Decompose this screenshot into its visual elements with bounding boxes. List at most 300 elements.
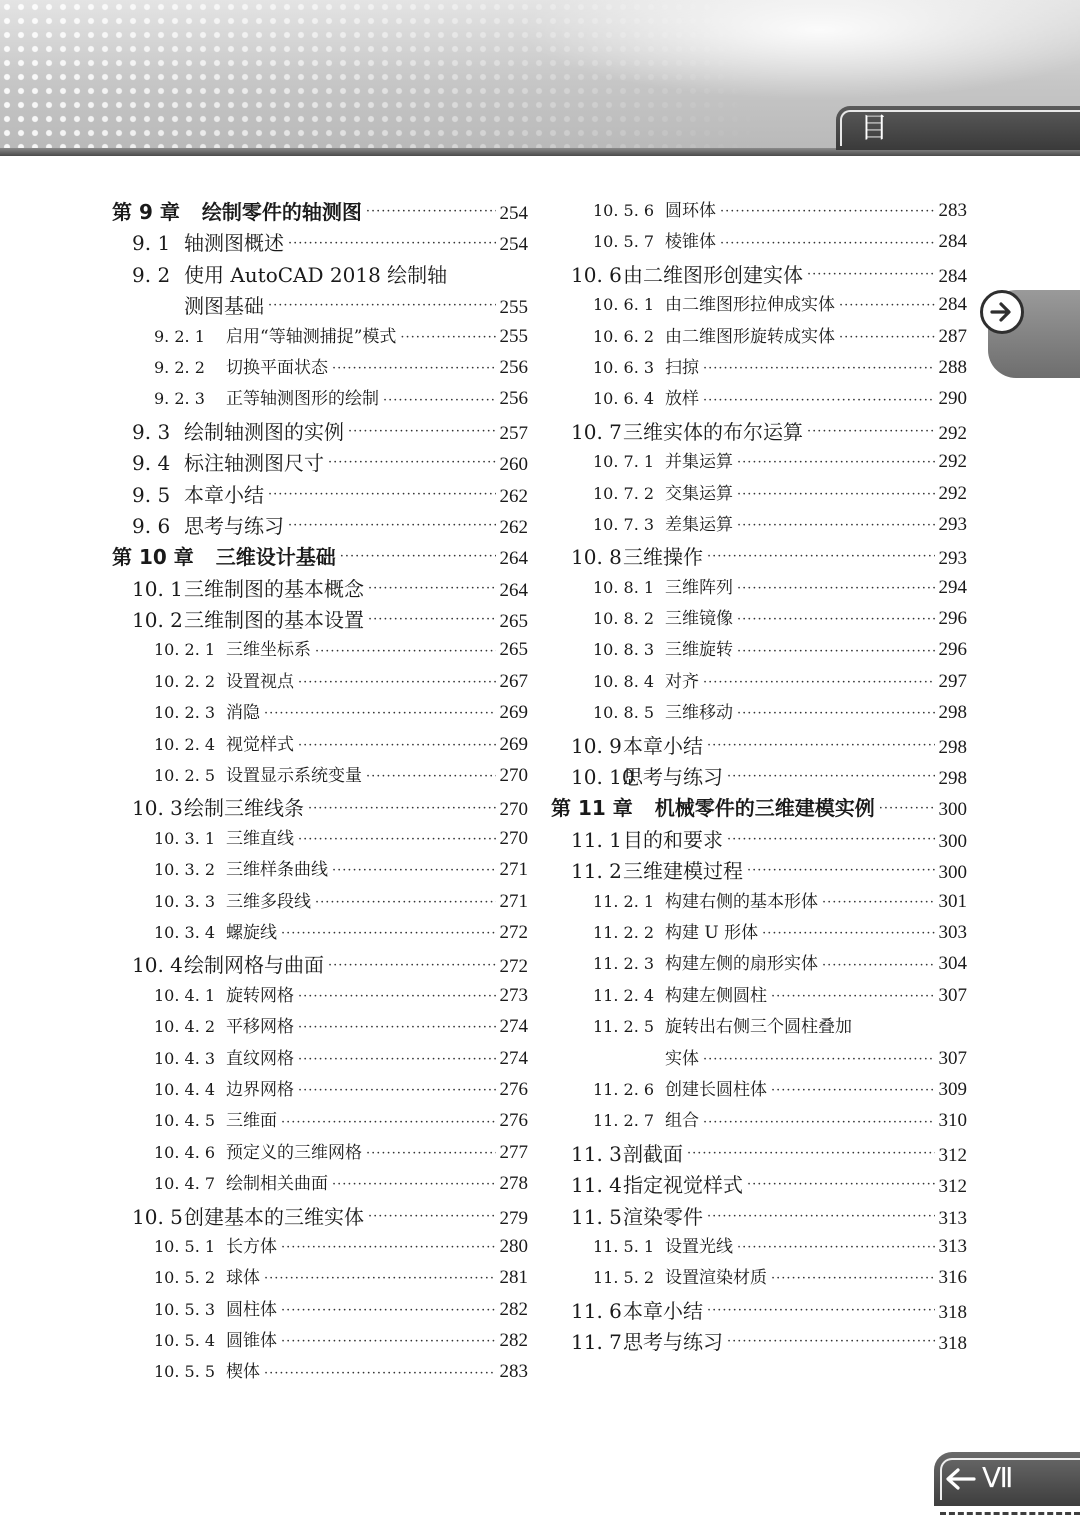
toc-entry-number: 10. 2. 2 — [154, 671, 216, 691]
toc-entry — [112, 1295, 528, 1326]
dot-leader — [264, 706, 496, 721]
dot-leader — [281, 1303, 496, 1318]
toc-entry-page: 297 — [938, 670, 967, 692]
toc-entry-title: 构建左侧圆柱 — [665, 985, 767, 1006]
toc-entry-page: 284 — [938, 294, 967, 316]
toc-entry-page: 318 — [938, 1333, 967, 1355]
toc-entry-number: 9. 2. 3 — [154, 389, 205, 409]
toc-entry-page: 256 — [499, 388, 528, 410]
toc-entry-number: 9. 5 — [132, 482, 171, 507]
toc-entry — [551, 196, 967, 227]
toc-entry-number: 10. 5. 3 — [154, 1299, 216, 1319]
toc-entry-number: 10. 9 — [571, 733, 622, 758]
toc-entry-page: 262 — [499, 485, 528, 507]
toc-entry — [112, 761, 528, 792]
toc-entry-title: 三维建模过程 — [623, 859, 743, 884]
toc-entry-title: 三维移动 — [665, 703, 733, 724]
dot-leader — [332, 1177, 496, 1192]
toc-entry-page: 312 — [938, 1144, 967, 1166]
toc-entry — [551, 1012, 967, 1075]
toc-entry-title: 长方体 — [226, 1236, 277, 1257]
dot-leader — [281, 1334, 496, 1349]
toc-entry-page: 293 — [938, 513, 967, 535]
toc-entry-number: 9. 2. 2 — [154, 357, 205, 377]
toc-entry-page: 296 — [938, 608, 967, 630]
toc-entry-page: 290 — [938, 388, 967, 410]
toc-entry-page: 254 — [499, 234, 528, 256]
toc-entry-page: 257 — [499, 422, 528, 444]
dot-leader — [727, 832, 935, 847]
toc-entry-number: 11. 1 — [571, 827, 622, 852]
toc-entry-page: 271 — [499, 859, 528, 881]
dot-leader — [366, 769, 496, 784]
toc-entry-number: 11. 2. 3 — [593, 954, 655, 974]
toc-entry-title: 思考与练习 — [623, 1330, 723, 1355]
toc-entry — [551, 322, 967, 353]
toc-entry-title: 设置光线 — [665, 1236, 733, 1257]
toc-entry-title: 设置显示系统变量 — [226, 766, 362, 787]
toc-entry — [112, 479, 528, 510]
toc-entry — [551, 1169, 967, 1200]
toc-entry — [112, 259, 528, 322]
toc-entry-number: 第 9 章 — [112, 200, 180, 224]
toc-entry-number: 10. 5. 6 — [593, 201, 655, 220]
toc-entry-title: 剖截面 — [623, 1141, 683, 1166]
toc-entry — [112, 353, 528, 384]
toc-entry-number: 10. 7. 3 — [593, 514, 655, 534]
toc-entry-number: 10. 4. 7 — [154, 1174, 216, 1194]
toc-entry-title: 渲染零件 — [623, 1204, 703, 1229]
toc-entry-number: 10. 2. 5 — [154, 766, 216, 786]
toc-entry — [551, 1263, 967, 1294]
toc-entry — [112, 1169, 528, 1200]
toc-entry-title: 对齐 — [665, 671, 699, 692]
toc-entry-page: 313 — [938, 1207, 967, 1229]
toc-entry-page: 282 — [499, 1330, 528, 1352]
toc-entry-page: 293 — [938, 548, 967, 570]
toc-entry-title: 思考与练习 — [184, 513, 284, 538]
toc-entry-page: 298 — [938, 736, 967, 758]
dot-leader — [703, 361, 935, 376]
toc-entry-page: 292 — [938, 482, 967, 504]
dot-leader — [707, 1209, 935, 1224]
toc-entry-title: 消隐 — [226, 703, 260, 724]
toc-entry-number: 11. 3 — [571, 1141, 622, 1166]
toc-entry — [112, 667, 528, 698]
toc-entry-title: 边界网格 — [226, 1079, 294, 1100]
page-title: 目 录 — [860, 111, 1025, 188]
dot-leader — [879, 801, 935, 816]
toc-entry — [112, 416, 528, 447]
toc-entry — [551, 1075, 967, 1106]
toc-entry-page: 255 — [499, 297, 528, 319]
dot-leader — [383, 393, 496, 408]
toc-entry-title: 三维设计基础 — [215, 545, 336, 570]
dot-leader — [298, 1052, 496, 1067]
toc-entry — [551, 290, 967, 321]
toc-entry-page: 265 — [499, 611, 528, 633]
toc-entry-number: 10. 3. 3 — [154, 891, 216, 911]
toc-entry-title: 旋转网格 — [226, 985, 294, 1006]
toc-entry — [551, 981, 967, 1012]
toc-entry-number: 11. 2. 4 — [593, 985, 655, 1005]
dot-leader — [332, 863, 496, 878]
toc-entry-title: 本章小结 — [184, 482, 264, 507]
toc-entry-title: 三维实体的布尔运算 — [623, 419, 803, 444]
toc-entry-number: 10. 8. 1 — [593, 577, 655, 597]
toc-entry-title: 三维坐标系 — [226, 640, 311, 661]
toc-entry — [551, 824, 967, 855]
toc-entry-number: 第 11 章 — [551, 796, 633, 821]
dot-leader — [366, 1146, 496, 1161]
toc-entry-title: 旋转出右侧三个圆柱叠加 — [665, 1017, 852, 1038]
toc-entry-number: 10. 10 — [571, 765, 635, 790]
toc-entry-number: 10. 3 — [132, 796, 183, 821]
toc-entry — [112, 384, 528, 415]
dot-leader — [288, 518, 496, 533]
toc-entry-number: 10. 7 — [571, 419, 622, 444]
dot-leader — [737, 706, 935, 721]
toc-entry-title: 三维直线 — [226, 828, 294, 849]
toc-entry — [551, 541, 967, 572]
toc-entry-title: 切换平面状态 — [226, 357, 328, 378]
toc-entry — [112, 1138, 528, 1169]
toc-entry-title: 三维旋转 — [665, 640, 733, 661]
toc-entry-number: 10. 5. 1 — [154, 1236, 216, 1256]
toc-entry-number: 10. 3. 2 — [154, 860, 216, 880]
toc-entry-title: 绘制网格与曲面 — [184, 953, 324, 978]
toc-entry-title: 放样 — [665, 389, 699, 410]
toc-entry — [551, 949, 967, 980]
toc-entry — [551, 447, 967, 478]
toc-entry-page: 310 — [938, 1110, 967, 1132]
toc-right-column — [551, 196, 967, 1357]
toc-entry — [112, 1012, 528, 1043]
toc-entry-title: 圆锥体 — [226, 1331, 277, 1352]
toc-entry — [112, 1044, 528, 1075]
toc-entry-title: 棱锥体 — [665, 232, 716, 253]
toc-entry-title: 圆环体 — [665, 201, 716, 221]
toc-entry-title: 本章小结 — [623, 733, 703, 758]
toc-entry-title: 正等轴测图形的绘制 — [226, 389, 379, 410]
toc-entry — [551, 384, 967, 415]
toc-entry-page: 296 — [938, 639, 967, 661]
toc-entry-page: 272 — [499, 956, 528, 978]
toc-entry-title: 构建右侧的基本形体 — [665, 891, 818, 912]
toc-entry-page: 284 — [938, 265, 967, 287]
footer-dashed-rule — [940, 1512, 1080, 1515]
dot-leader — [298, 832, 496, 847]
toc-entry-page: 278 — [499, 1173, 528, 1195]
dot-leader — [707, 1303, 935, 1318]
toc-entry-number: 11. 5. 2 — [593, 1268, 655, 1288]
toc-entry-page: 316 — [938, 1267, 967, 1289]
toc-entry — [551, 604, 967, 635]
toc-entry-title: 本章小结 — [623, 1298, 703, 1323]
toc-entry — [112, 855, 528, 886]
dot-leader — [737, 487, 935, 502]
toc-entry-page: 318 — [938, 1301, 967, 1323]
dot-leader — [703, 675, 935, 690]
toc-entry — [112, 698, 528, 729]
toc-entry-title: 绘制轴测图的实例 — [184, 419, 344, 444]
toc-entry-title: 三维样条曲线 — [226, 860, 328, 881]
toc-entry-title: 视觉样式 — [226, 734, 294, 755]
toc-entry-number: 10. 3. 1 — [154, 828, 216, 848]
dot-leader — [822, 958, 935, 973]
toc-entry-page: 303 — [938, 921, 967, 943]
toc-entry-number: 9. 2 — [132, 262, 171, 287]
dot-leader — [737, 644, 935, 659]
dot-leader — [747, 1177, 935, 1192]
toc-entry-number: 10. 6 — [571, 262, 622, 287]
toc-entry-title: 设置渲染材质 — [665, 1268, 767, 1289]
toc-entry-page: 313 — [938, 1235, 967, 1257]
dot-leader — [368, 581, 496, 596]
toc-entry-title: 球体 — [226, 1268, 260, 1289]
dot-leader — [281, 1240, 496, 1255]
toc-entry-page: 276 — [499, 1110, 528, 1132]
toc-entry-title: 由二维图形旋转成实体 — [665, 326, 835, 347]
toc-entry-page: 292 — [938, 422, 967, 444]
toc-entry-title: 由二维图形拉伸成实体 — [665, 295, 835, 316]
toc-entry-number: 11. 5. 1 — [593, 1236, 655, 1256]
toc-entry — [112, 227, 528, 258]
toc-entry-number: 10. 4. 1 — [154, 985, 216, 1005]
toc-chapter — [112, 541, 528, 572]
dot-leader — [807, 424, 935, 439]
toc-entry-page: 300 — [938, 862, 967, 884]
toc-entry-page: 294 — [938, 576, 967, 598]
toc-entry-title: 组合 — [665, 1111, 699, 1132]
dot-leader — [771, 1271, 935, 1286]
toc-entry — [112, 1106, 528, 1137]
header-highlight — [520, 0, 1080, 100]
toc-entry — [112, 1263, 528, 1294]
dot-leader — [315, 895, 496, 910]
toc-entry-page: 270 — [499, 799, 528, 821]
toc-entry — [112, 635, 528, 666]
toc-entry-title: 楔体 — [226, 1362, 260, 1383]
dot-leader — [737, 518, 935, 533]
arrow-right-icon — [980, 290, 1024, 334]
toc-entry — [551, 698, 967, 729]
toc-entry — [551, 1138, 967, 1169]
toc-entry-title: 思考与练习 — [623, 765, 723, 790]
dot-leader — [400, 330, 495, 345]
toc-entry-number: 11. 2. 6 — [593, 1079, 655, 1099]
toc-entry — [112, 510, 528, 541]
toc-entry-number: 10. 4. 5 — [154, 1111, 216, 1131]
toc-entry-title: 三维镜像 — [665, 609, 733, 630]
toc-entry-title: 平移网格 — [226, 1017, 294, 1038]
toc-entry-page: 300 — [938, 799, 967, 821]
dot-leader — [268, 298, 496, 313]
dot-leader — [707, 549, 935, 564]
toc-entry-number: 11. 2. 7 — [593, 1111, 655, 1131]
dot-leader — [747, 863, 935, 878]
dot-leader — [268, 487, 496, 502]
toc-entry-number: 9. 2. 1 — [154, 326, 205, 346]
toc-chapter — [551, 792, 967, 823]
toc-entry-title: 三维操作 — [623, 545, 703, 570]
toc-entry-number: 11. 6 — [571, 1298, 622, 1323]
toc-entry-title: 目的和要求 — [623, 827, 723, 852]
dot-leader — [298, 738, 496, 753]
toc-entry-page: 256 — [499, 356, 528, 378]
toc-entry-page: 309 — [938, 1078, 967, 1100]
toc-entry-page: 279 — [499, 1207, 528, 1229]
dot-leader — [762, 926, 934, 941]
dot-leader — [771, 1083, 935, 1098]
toc-entry-title: 扫掠 — [665, 357, 699, 378]
toc-entry — [551, 1201, 967, 1232]
toc-entry-page: 288 — [938, 356, 967, 378]
dot-leader — [703, 1115, 935, 1130]
dot-leader — [703, 1052, 935, 1067]
toc-entry-number: 10. 4. 4 — [154, 1079, 216, 1099]
toc-entry-number: 第 10 章 — [112, 545, 194, 570]
toc-entry-title: 交集运算 — [665, 483, 733, 504]
toc-entry-title: 直纹网格 — [226, 1048, 294, 1069]
toc-entry-page: 260 — [499, 454, 528, 476]
toc-entry-number: 9. 3 — [132, 419, 171, 444]
dot-leader — [328, 455, 496, 470]
toc-entry-number: 10. 6. 1 — [593, 295, 655, 315]
toc-entry — [112, 322, 528, 353]
toc-entry — [112, 1232, 528, 1263]
dot-leader — [727, 769, 935, 784]
toc-entry-title: 创建基本的三维实体 — [184, 1204, 364, 1229]
toc-entry-page: 273 — [499, 984, 528, 1006]
dot-leader — [720, 204, 935, 219]
toc-entry — [112, 604, 528, 635]
toc-entry-title: 标注轴测图尺寸 — [184, 451, 324, 476]
toc-entry-page: 269 — [499, 702, 528, 724]
toc-entry-page: 280 — [499, 1235, 528, 1257]
toc-entry — [551, 1295, 967, 1326]
toc-entry — [551, 510, 967, 541]
toc-entry-number: 10. 5 — [132, 1204, 183, 1229]
toc-entry-title: 指定视觉样式 — [623, 1173, 743, 1198]
toc-entry — [112, 1357, 528, 1388]
dot-leader — [298, 1083, 496, 1098]
toc-entry-page: 255 — [499, 325, 528, 347]
toc-entry-title: 预定义的三维网格 — [226, 1142, 362, 1163]
toc-entry-number: 11. 2 — [571, 859, 622, 884]
toc-entry-title: 构建 U 形体 — [665, 922, 759, 943]
toc-entry-page: 274 — [499, 1047, 528, 1069]
toc-entry-title: 三维阵列 — [665, 577, 733, 598]
toc-entry-title: 绘制零件的轴测图 — [201, 200, 362, 224]
toc-entry — [112, 949, 528, 980]
dot-leader — [737, 455, 935, 470]
toc-entry-number: 10. 7. 2 — [593, 483, 655, 503]
toc-entry-page: 254 — [499, 203, 528, 224]
toc-entry-number: 11. 5 — [571, 1204, 622, 1229]
toc-entry — [551, 1326, 967, 1357]
dot-leader — [264, 1271, 496, 1286]
toc-entry — [551, 1106, 967, 1137]
toc-entry-title: 绘制三维线条 — [184, 796, 304, 821]
dot-leader — [687, 1146, 935, 1161]
toc-entry-number: 11. 4 — [571, 1173, 622, 1198]
toc-entry-page: 307 — [938, 984, 967, 1006]
toc-entry — [112, 1326, 528, 1357]
toc-entry-title: 三维多段线 — [226, 891, 311, 912]
toc-entry-page: 274 — [499, 1016, 528, 1038]
toc-entry-title: 轴测图概述 — [184, 231, 284, 256]
dot-leader — [348, 424, 496, 439]
toc-entry-number: 10. 8. 2 — [593, 609, 655, 629]
toc-entry-number: 10. 8. 5 — [593, 703, 655, 723]
toc-entry-number: 11. 2. 5 — [593, 1017, 655, 1037]
toc-entry — [112, 1201, 528, 1232]
toc-left-column — [112, 196, 528, 1389]
toc-entry — [551, 479, 967, 510]
toc-entry-page: 284 — [938, 231, 967, 253]
toc-entry — [112, 792, 528, 823]
toc-entry — [551, 667, 967, 698]
dot-leader — [707, 738, 935, 753]
toc-entry-page: 283 — [938, 200, 967, 221]
toc-chapter — [112, 196, 528, 227]
toc-entry-number: 10. 5. 4 — [154, 1331, 216, 1351]
toc-entry-page: 276 — [499, 1078, 528, 1100]
toc-entry-number: 10. 4. 2 — [154, 1017, 216, 1037]
dot-leader — [366, 204, 496, 219]
toc-entry-number: 10. 8. 3 — [593, 640, 655, 660]
dot-leader — [298, 989, 496, 1004]
toc-entry — [112, 887, 528, 918]
toc-entry — [551, 416, 967, 447]
toc-entry-page: 287 — [938, 325, 967, 347]
toc-entry-title: 由二维图形创建实体 — [623, 262, 803, 287]
toc-entry-title: 创建长圆柱体 — [665, 1079, 767, 1100]
toc-entry-page: 271 — [499, 890, 528, 912]
toc-entry-number: 10. 4 — [132, 953, 183, 978]
toc-entry — [551, 353, 967, 384]
toc-entry — [551, 227, 967, 258]
dot-leader — [368, 612, 496, 627]
dot-leader — [368, 1209, 496, 1224]
toc-entry-page: 304 — [938, 953, 967, 975]
toc-entry-number: 10. 6. 3 — [593, 357, 655, 377]
toc-entry-number: 10. 2. 3 — [154, 703, 216, 723]
toc-entry-number: 11. 2. 1 — [593, 891, 655, 911]
toc-entry-page: 282 — [499, 1298, 528, 1320]
toc-entry-title: 绘制相关曲面 — [226, 1174, 328, 1195]
toc-entry-title: 三维制图的基本概念 — [184, 576, 364, 601]
dot-leader — [332, 361, 496, 376]
toc-entry-number: 10. 8 — [571, 545, 622, 570]
toc-entry-title: 差集运算 — [665, 514, 733, 535]
toc-entry — [112, 1075, 528, 1106]
arrow-left-icon — [944, 1466, 976, 1496]
toc-entry-title: 螺旋线 — [226, 922, 277, 943]
dot-leader — [822, 895, 935, 910]
toc-entry-number: 10. 1 — [132, 576, 183, 601]
toc-entry — [551, 855, 967, 886]
toc-entry-number: 10. 7. 1 — [593, 452, 655, 472]
toc-entry — [551, 573, 967, 604]
dot-leader — [281, 1115, 496, 1130]
toc-entry-page: 298 — [938, 702, 967, 724]
dot-leader — [771, 989, 935, 1004]
toc-entry-page: 270 — [499, 765, 528, 787]
toc-entry — [551, 918, 967, 949]
dot-leader — [315, 644, 496, 659]
